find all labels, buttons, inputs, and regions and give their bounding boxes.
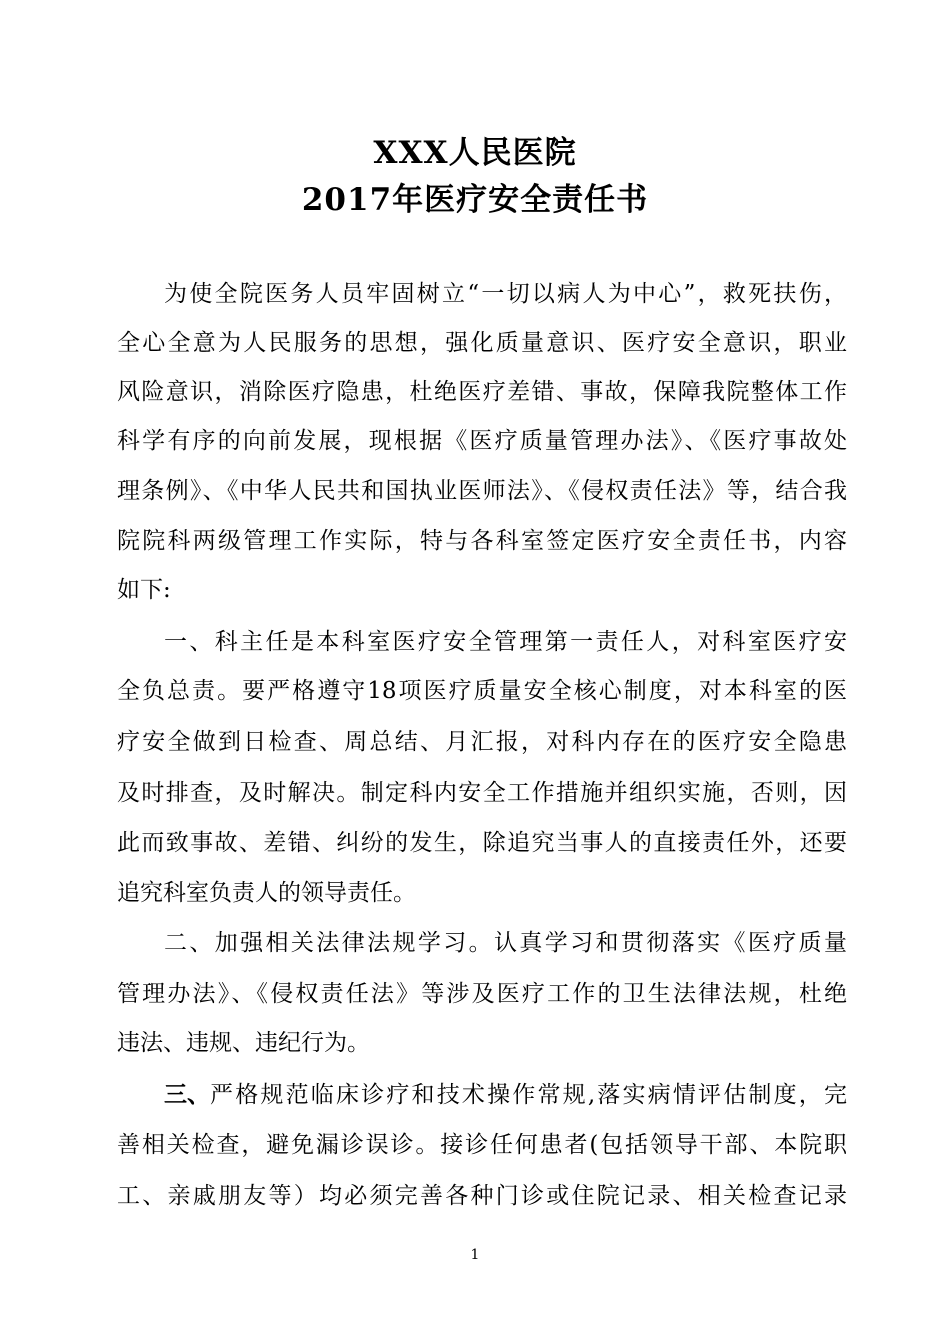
item-3-text: 严格规范临床诊疗和技术操作常规,落实病情评估制度，完 — [210, 1082, 847, 1108]
paragraph-intro-line: 科学有序的向前发展，现根据《医疗质量管理办法》、《医疗事故处 — [117, 428, 847, 454]
paragraph-item-3-first-line — [164, 1080, 847, 1110]
paragraph-intro-line: 全心全意为人民服务的思想，强化质量意识、医疗安全意识，职业 — [117, 330, 847, 356]
document-title-hospital: XXX人民医院 — [373, 135, 577, 171]
paragraph-item-2-line: 管理办法》、《侵权责任法》等涉及医疗工作的卫生法律法规，杜绝 — [117, 981, 847, 1007]
paragraph-item-1-line: 此而致事故、差错、纠纷的发生，除追究当事人的直接责任外，还要 — [117, 830, 847, 856]
paragraph-intro-line: 风险意识，消除医疗隐患，杜绝医疗差错、事故，保障我院整体工作 — [117, 379, 847, 405]
paragraph-intro-line: 理条例》、《中华人民共和国执业医师法》、《侵权责任法》等，结合我 — [117, 478, 847, 504]
paragraph-item-3-line: 善相关检查，避免漏诊误诊。接诊任何患者(包括领导干部、本院职 — [117, 1132, 847, 1158]
paragraph-item-1-line: 一、科主任是本科室医疗安全管理第一责任人，对科室医疗安 — [164, 629, 847, 655]
paragraph-item-1-line: 全负总责。要严格遵守18项医疗质量安全核心制度，对本科室的医 — [117, 678, 847, 704]
paragraph-item-1-line: 追究科室负责人的领导责任。 — [117, 880, 416, 906]
paragraph-item-3-line: 工、亲戚朋友等）均必须完善各种门诊或住院记录、相关检查记录 — [117, 1183, 847, 1209]
paragraph-item-2-line: 违法、违规、违纪行为。 — [117, 1030, 370, 1056]
page-number: 1 — [470, 1247, 480, 1263]
item-3-number: 三、 — [164, 1081, 210, 1108]
paragraph-item-1-line: 及时排查，及时解决。制定科内安全工作措施并组织实施，否则，因 — [117, 780, 847, 806]
document-title-responsibility: 2017年医疗安全责任书 — [301, 182, 649, 218]
paragraph-intro-line: 院院科两级管理工作实际，特与各科室签定医疗安全责任书，内容 — [117, 528, 847, 554]
paragraph-intro-line: 为使全院医务人员牢固树立“一切以病人为中心”，救死扶伤， — [164, 281, 847, 307]
paragraph-item-1-line: 疗安全做到日检查、周总结、月汇报，对科内存在的医疗安全隐患 — [117, 729, 847, 755]
paragraph-item-2-line: 二、加强相关法律法规学习。认真学习和贯彻落实《医疗质量 — [164, 930, 847, 956]
paragraph-intro-line: 如下: — [117, 577, 171, 603]
